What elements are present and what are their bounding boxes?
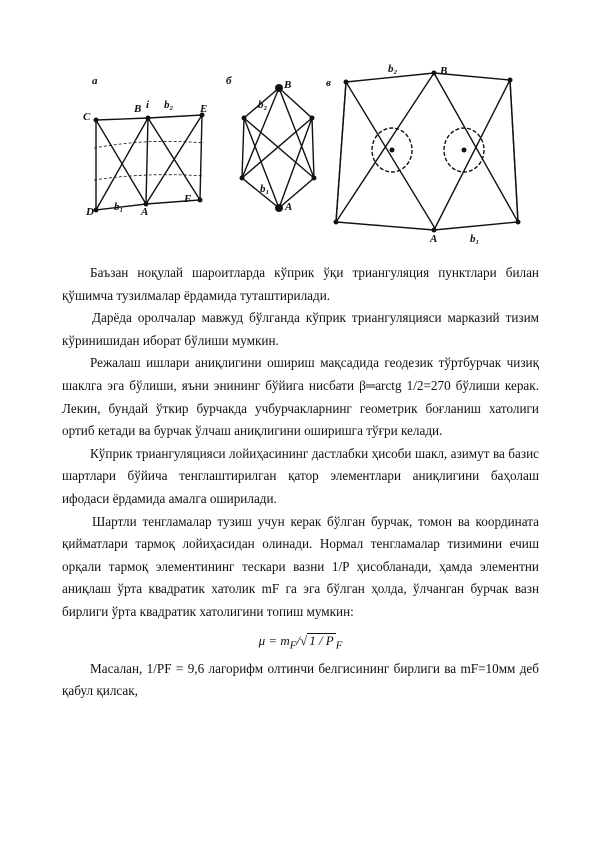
- panel-c-label: в: [326, 77, 331, 89]
- point-label: A: [430, 233, 438, 245]
- body-text: [62, 262, 539, 703]
- panel-b-network: [242, 88, 314, 208]
- point-label: b₁: [114, 201, 124, 213]
- point-label: b₂: [388, 63, 398, 75]
- paragraph: Баъзан ноқулай шароитларда кўприк ўқи триангуляция пунктлари билан қўшимча тузилмалар ёрдамида туташтирилади.: [62, 265, 539, 303]
- point-label: F: [184, 193, 192, 205]
- formula-radicand: 1 / P: [309, 632, 334, 648]
- formula-lhs: μ = m: [258, 632, 290, 648]
- point-label: b₁: [260, 183, 270, 195]
- formula-sub: F: [289, 639, 297, 652]
- closing-paragraph: Масалан, 1/PF = 9,6 лагорифм олтинчи белгисининг бирлиги ва mF=10мм деб қабул қилсак,: [62, 660, 539, 699]
- point-label: C: [83, 111, 91, 123]
- paragraph: Дарёда оролчалар мавжуд бўлганда кўприк триангуляцияси марказий тизим кўринишидан иборат бўлиши мумкин.: [62, 310, 539, 348]
- triangulation-diagrams: [78, 60, 528, 245]
- paragraph: Кўприк триангуляцияси лойиҳасининг дастлабки ҳисоби шакл, азимут ва базис шартлари бўйича тенглаштирилган қатор элементлари аниқлигини баҳолаш ифодаси ёрдамида амалга оширилади.: [62, 445, 539, 506]
- point-label: A: [141, 206, 149, 218]
- panel-c-network: [336, 73, 518, 230]
- point-label: E: [200, 103, 208, 115]
- point-label: B: [440, 65, 448, 77]
- point-label: b₂: [164, 99, 174, 111]
- paragraph: Режалаш ишлари аниқлигини ошириш мақсадида геодезик тўртбурчак чизиқ шаклга эга бўлиши, яъни энининг бўйига нисбати β═arctg 1/2=270 бўлиши керак. Лекин, бундай ўткир бурчакда учбурчакларнинг геометрик боғланиш хатолиги ортиб кетади ва бурчак ўлчаш аниқлигини оширишга тўғри келади.: [62, 355, 539, 439]
- point-label: A: [285, 201, 293, 213]
- point-label: b₂: [258, 99, 268, 111]
- formula-mid: /: [296, 632, 301, 648]
- point-label: B: [134, 103, 142, 115]
- formula-sub: F: [335, 639, 343, 652]
- point-label: D: [86, 206, 94, 218]
- paragraph: Шартли тенгламалар тузиш учун керак бўлган бурчак, томон ва координата қийматлари тармоқ лойиҳасидан олинади. Нормал тенгламалар тизимини ечиш орқали тармоқ элементининг тескари вазни 1/P ҳисобланади, ҳамда элементни аниқлаш ўрта квадратик хатолик mF га эга бўлган ҳолда, ўлчанган бурчак вазн бирлиги ўрта квадратик хатолигини топиш мумкин:: [62, 513, 539, 619]
- panel-a-label: а: [92, 75, 98, 87]
- point-label: b₁: [470, 233, 480, 245]
- point-label: B: [284, 79, 292, 91]
- point-label: i: [146, 99, 150, 111]
- formula: $\mu = m_F/√$ 1 / P $_F$: [62, 624, 539, 658]
- triangulation-figure: [78, 60, 528, 245]
- panel-b-label: б: [226, 75, 232, 87]
